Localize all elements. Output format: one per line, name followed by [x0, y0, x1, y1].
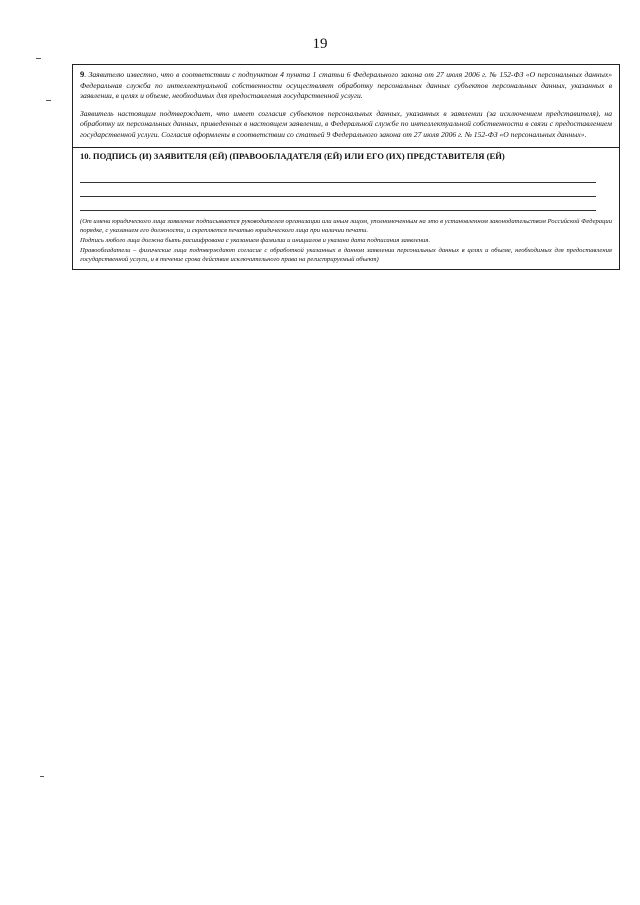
margin-mark — [40, 776, 44, 777]
margin-mark — [36, 58, 41, 59]
section-10-title: 10. ПОДПИСЬ (И) ЗАЯВИТЕЛЯ (ЕЙ) (ПРАВООБЛАДАТЕЛЯ (ЕЙ) ИЛИ ЕГО (ИХ) ПРЕДСТАВИТЕЛЯ (ЕЙ) — [80, 150, 505, 161]
section-9-paragraph-1: 9. Заявителю известно, что в соответствии с подпунктом 4 пункта 1 статьи 6 Федерального закона от 27 июля 2006 г. № 152-ФЗ «О персональных данных» Федеральная служба по интеллектуальной собственности осуществляет обработку персональных данных субъектов персональных данных, указанных в заявлении, в целях и объеме, необходимых для предоставления государственной услуги. — [80, 69, 613, 101]
footnote-legal-entity: (От имени юридического лица заявление подписывается руководителем организации или иным лицом, уполномоченным на это в установленном законодательством Российской Федерации порядке, с указанием его должности, и скрепляется печатью юридического лица при наличии печати. — [80, 217, 612, 234]
signature-line[interactable] — [80, 183, 596, 197]
margin-mark — [46, 100, 51, 101]
section-9-paragraph-1-text: Заявителю известно, что в соответствии с подпунктом 4 пункта 1 статьи 6 Федерального закона от 27 июля 2006 г. № 152-ФЗ «О персональных данных» Федеральная служба по интеллектуальной собственности осуществляет обработку персональных данных субъектов персональных данных, указанных в заявлении, в целях и объеме, необходимых для предоставления государственной услуги. — [80, 70, 613, 101]
footnote-consent: Правообладатели – физические лица подтверждают согласие с обработкой указанных в данном заявлении персональных данных в целях и объеме, необходимых для предоставления государственной услуги, и в течение срока действия исключительного права на регистрируемый объект) — [80, 247, 612, 264]
section-9-number: 9 — [80, 69, 85, 79]
section-10 — [73, 148, 619, 269]
footnote-signature: Подпись любого лица должна быть расшифрована с указанием фамилии и инициалов и указана дата подписания заявления. — [80, 236, 430, 244]
section-9 — [73, 65, 619, 148]
signature-line[interactable] — [80, 169, 596, 183]
section-10-footnotes — [80, 217, 612, 265]
section-9-paragraph-2: Заявитель настоящим подтверждает, что имеет согласия субъектов персональных данных, указанных в заявлении (за исключением представителя), на обработку их персональных данных, приведенных в настоящем заявлении, в Федеральной службе по интеллектуальной собственности в связи с предоставлением государственной услуги. Согласия оформлены в соответствии со статьей 9 Федерального закона от 27 июля 2006 г. № 152-ФЗ «О персональных данных». — [80, 108, 612, 139]
signature-line[interactable] — [80, 197, 596, 211]
page-number: 19 — [312, 36, 328, 52]
form-box — [72, 64, 620, 270]
